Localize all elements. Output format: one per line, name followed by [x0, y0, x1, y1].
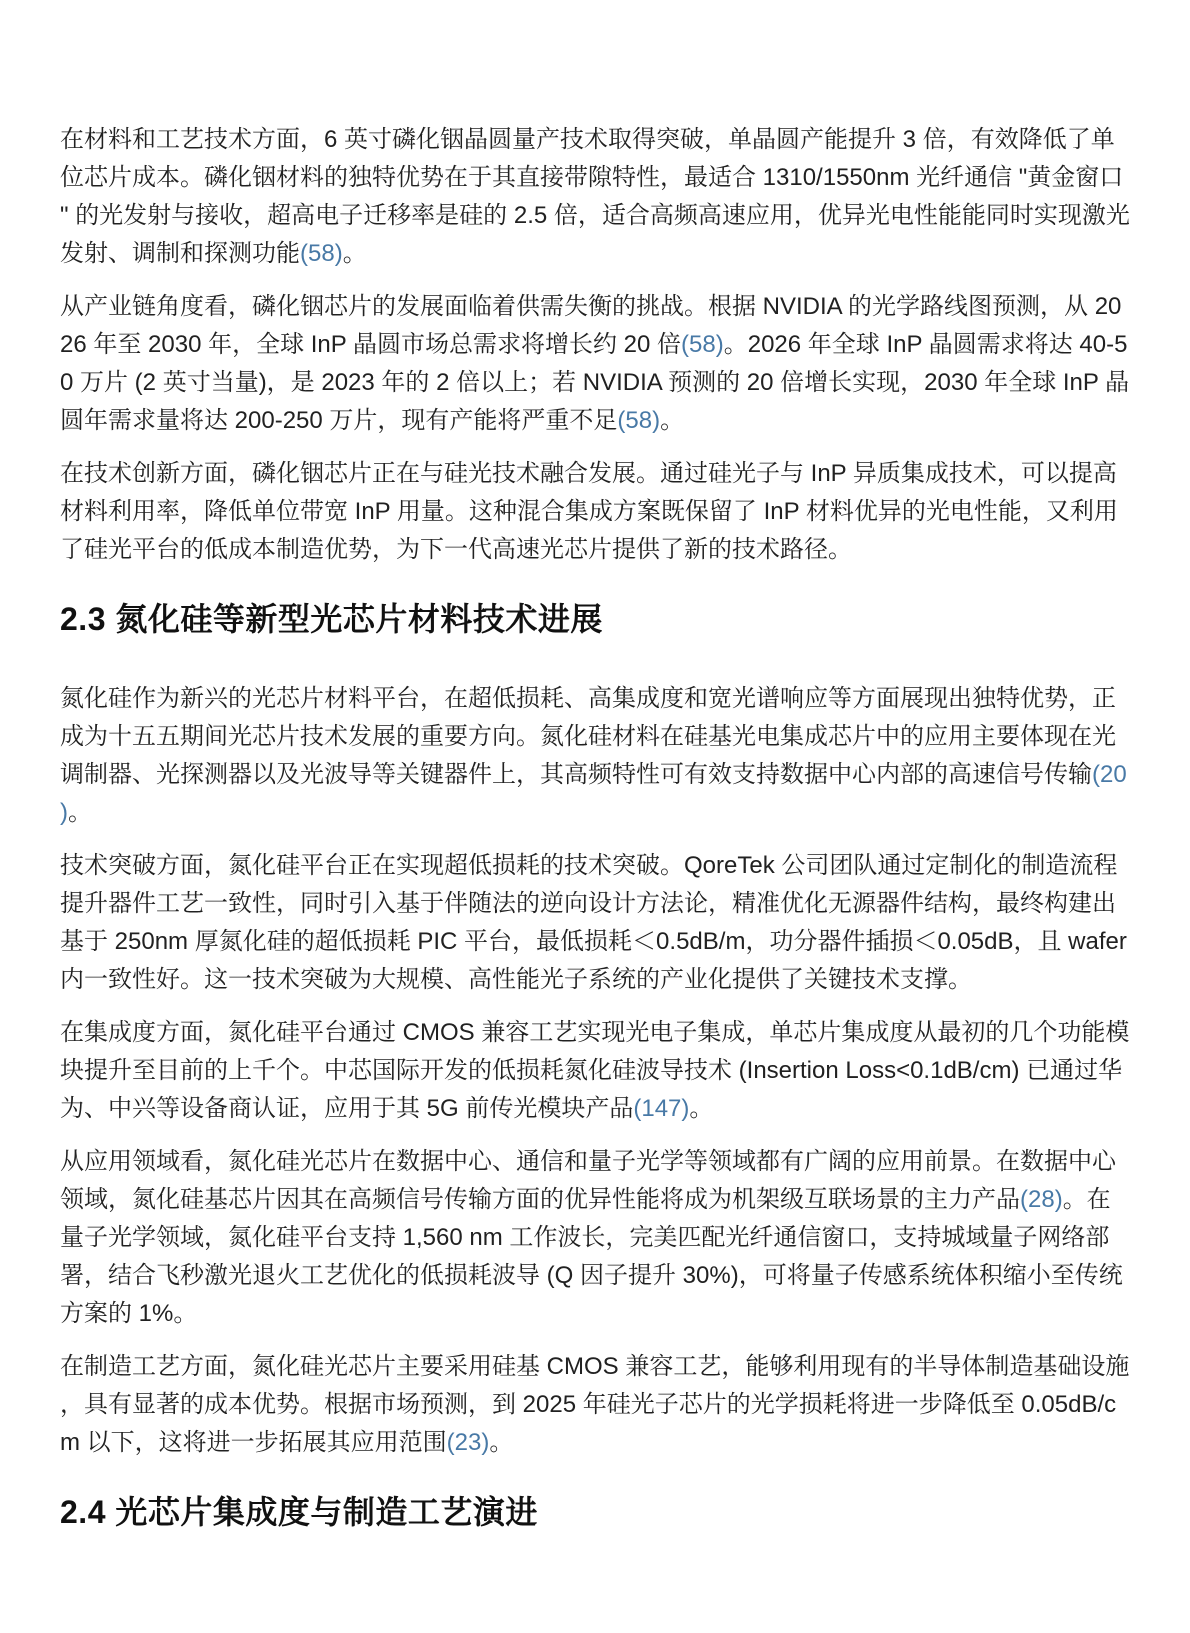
paragraph-text: 。 [660, 407, 685, 434]
paragraph-sin-manufacturing-process [60, 1348, 1130, 1462]
paragraph-text: 。 [489, 1429, 514, 1456]
citation-link-23[interactable]: (23) [446, 1429, 490, 1456]
paragraph-text: 氮化硅作为新兴的光芯片材料平台，在超低损耗、高集成度和宽光谱响应等方面展现出独特优势，正成为十五五期间光芯片技术发展的重要方向。氮化硅材料在硅基光电集成芯片中的应用主要体现在光调制器、光探测器以及光波导等关键器件上，其高频特性可有效支持数据中心内部的高速信号传输 [60, 685, 1116, 788]
citation-link-20[interactable]: (20) [60, 761, 1127, 826]
paragraph-sin-application-fields [60, 1143, 1130, 1333]
paragraph-sin-low-loss-breakthrough [60, 847, 1130, 999]
citation-link-28[interactable]: (28) [1020, 1186, 1063, 1213]
paragraph-text: 在集成度方面，氮化硅平台通过 CMOS 兼容工艺实现光电子集成，单芯片集成度从最初的几个功能模块提升至目前的上千个。中芯国际开发的低损耗氮化硅波导技术 (Insertion Loss<0.1dB/cm) 已通过华为、中兴等设备商认证，应用于其 5G 前传光模块产品 [60, 1019, 1130, 1122]
paragraph-text: 。在量子光学领域，氮化硅平台支持 1,560 nm 工作波长，完美匹配光纤通信窗口，支持城域量子网络部署，结合飞秒激光退火工艺优化的低损耗波导 (Q 因子提升 30%)，可将量子传感系统体积缩小至传统方案的 1%。 [60, 1186, 1123, 1327]
paragraph-text: 在技术创新方面，磷化铟芯片正在与硅光技术融合发展。通过硅光子与 InP 异质集成技术，可以提高材料利用率，降低单位带宽 InP 用量。这种混合集成方案既保留了 InP 材料优异的光电性能，又利用了硅光平台的低成本制造优势，为下一代高速光芯片提供了新的技术路径。 [60, 460, 1118, 563]
citation-link-58[interactable]: (58) [300, 240, 343, 267]
paragraph-sin-cmos-integration [60, 1014, 1130, 1128]
paragraph-inp-supply-demand [60, 288, 1130, 440]
paragraph-sin-platform-advantages [60, 680, 1130, 832]
paragraph-text: 在制造工艺方面，氮化硅光芯片主要采用硅基 CMOS 兼容工艺，能够利用现有的半导体制造基础设施，具有显著的成本优势。根据市场预测，到 2025 年硅光子芯片的光学损耗将进一步降低至 0.05dB/cm 以下，这将进一步拓展其应用范围 [60, 1353, 1130, 1456]
paragraph-text: 在材料和工艺技术方面，6 英寸磷化铟晶圆量产技术取得突破，单晶圆产能提升 3 倍，有效降低了单位芯片成本。磷化铟材料的独特优势在于其直接带隙特性，最适合 1310/1550nm 光纤通信 "黄金窗口" 的光发射与接收，超高电子迁移率是硅的 2.5 倍，适合高频高速应用，优异光电性能能同时实现激光发射、调制和探测功能 [60, 126, 1130, 267]
paragraph-text: 。 [68, 799, 92, 826]
paragraph-inp-process-breakthrough [60, 121, 1130, 273]
paragraph-text: 。2026 年全球 InP 晶圆需求将达 40-50 万片 (2 英寸当量)，是 2023 年的 2 倍以上；若 NVIDIA 预测的 20 倍增长实现，2030 年全球 InP 晶圆年需求量将达 200-250 万片，现有产能将严重不足 [60, 331, 1130, 434]
paragraph-text: 。 [342, 240, 367, 267]
paragraph-text: 从应用领域看，氮化硅光芯片在数据中心、通信和量子光学等领域都有广阔的应用前景。在数据中心领域，氮化硅基芯片因其在高频信号传输方面的优异性能将成为机架级互联场景的主力产品 [60, 1148, 1116, 1213]
section-heading-2-3: 2.3 氮化硅等新型光芯片材料技术进展 [60, 601, 603, 637]
citation-link-147[interactable]: (147) [633, 1095, 690, 1122]
citation-link-58[interactable]: (58) [617, 407, 661, 434]
paragraph-inp-silicon-photonics-fusion [60, 455, 1130, 569]
paragraph-text: 技术突破方面，氮化硅平台正在实现超低损耗的技术突破。QoreTek 公司团队通过定制化的制造流程提升器件工艺一致性，同时引入基于伴随法的逆向设计方法论，精准优化无源器件结构，最终构建出基于 250nm 厚氮化硅的超低损耗 PIC 平台，最低损耗＜0.5dB/m，功分器件插损＜0.05dB，且 wafer 内一致性好。这一技术突破为大规模、高性能光子系统的产业化提供了关键技术支撑。 [60, 852, 1127, 993]
paragraph-text: 从产业链角度看，磷化铟芯片的发展面临着供需失衡的挑战。根据 NVIDIA 的光学路线图预测，从 2026 年至 2030 年，全球 InP 晶圆市场总需求将增长约 20 倍 [60, 293, 1122, 358]
citation-link-58[interactable]: (58) [681, 331, 724, 358]
paragraph-text: 。 [689, 1095, 714, 1122]
section-heading-2-4: 2.4 光芯片集成度与制造工艺演进 [60, 1494, 538, 1530]
